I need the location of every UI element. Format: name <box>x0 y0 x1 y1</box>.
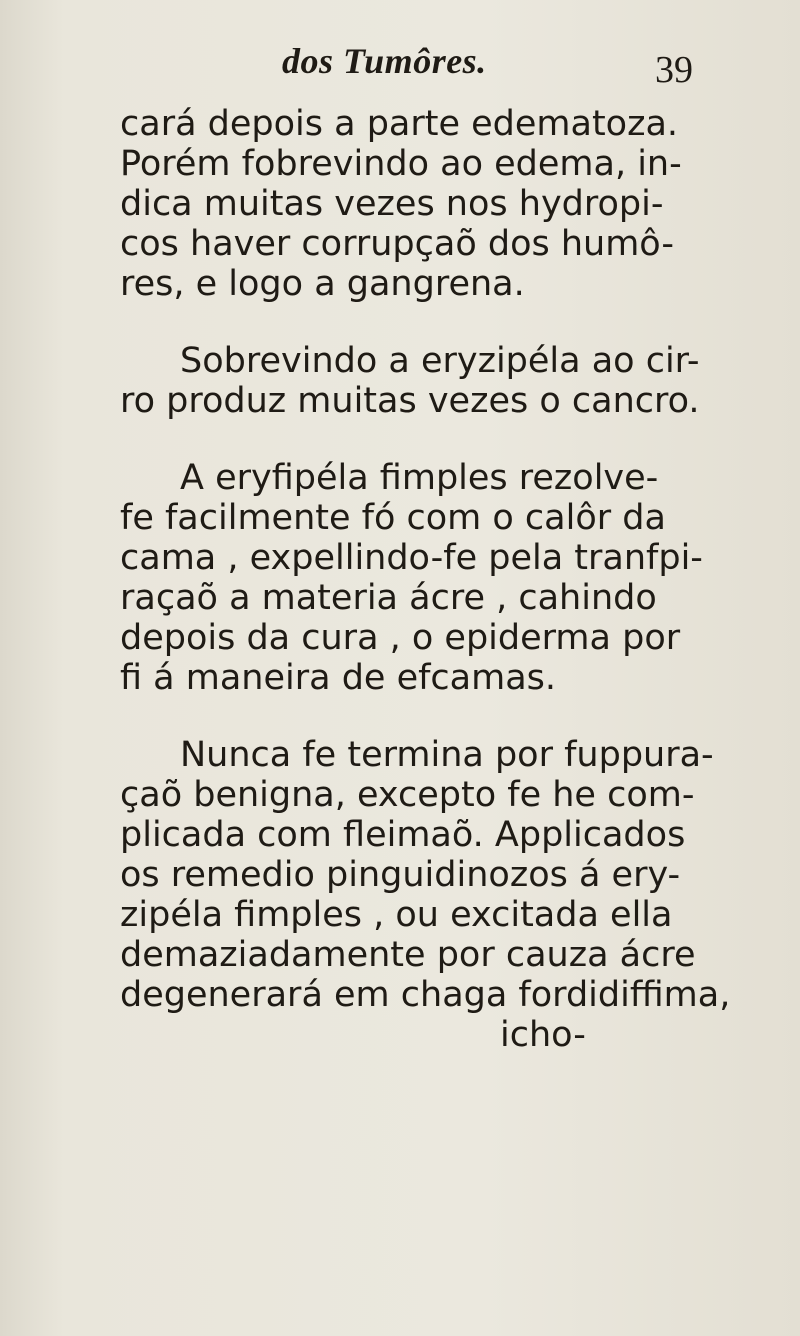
text-line: cama , expellindo-fe pela tranfpi- <box>120 538 703 578</box>
page-header <box>0 36 800 96</box>
text-line: os remedio pinguidinozos á ery- <box>120 855 681 895</box>
page-number: 39 <box>655 49 693 91</box>
text-line: cará depois a parte edematoza. <box>120 104 679 144</box>
paragraph-3 <box>120 458 760 698</box>
paragraph-1 <box>120 104 760 304</box>
paragraph-4 <box>120 735 760 1055</box>
text-line: çaõ benigna, excepto fe he com- <box>120 775 695 815</box>
text-line: Nunca fe termina por fuppura- <box>180 735 714 775</box>
text-line: res, e logo a gangrena. <box>120 264 525 304</box>
text-line: zipéla fimples , ou excitada ella <box>120 895 673 935</box>
text-line: fe facilmente fó com o calôr da <box>120 498 666 538</box>
text-line: cos haver corrupçaõ dos humô- <box>120 224 675 264</box>
text-line: Porém fobrevindo ao edema, in- <box>120 144 682 184</box>
paragraph-2 <box>120 341 760 421</box>
text-line: degenerará em chaga fordidiffima, <box>120 975 731 1015</box>
running-head: dos Tumôres. <box>282 41 487 81</box>
text-line: Sobrevindo a eryzipéla ao cir- <box>180 341 700 381</box>
text-line: plicada com fleimaõ. Applicados <box>120 815 686 855</box>
text-line: A eryfipéla fimples rezolve- <box>180 458 659 498</box>
text-line: depois da cura , o epiderma por <box>120 618 681 658</box>
text-line: ro produz muitas vezes o cancro. <box>120 381 700 421</box>
text-line: demaziadamente por cauza ácre <box>120 935 696 975</box>
body-text <box>120 104 760 1092</box>
text-line: dica muitas vezes nos hydropi- <box>120 184 664 224</box>
text-line: raçaõ a materia ácre , cahindo <box>120 578 657 618</box>
catchword: icho- <box>500 1015 586 1055</box>
text-line: fi á maneira de efcamas. <box>120 658 557 698</box>
